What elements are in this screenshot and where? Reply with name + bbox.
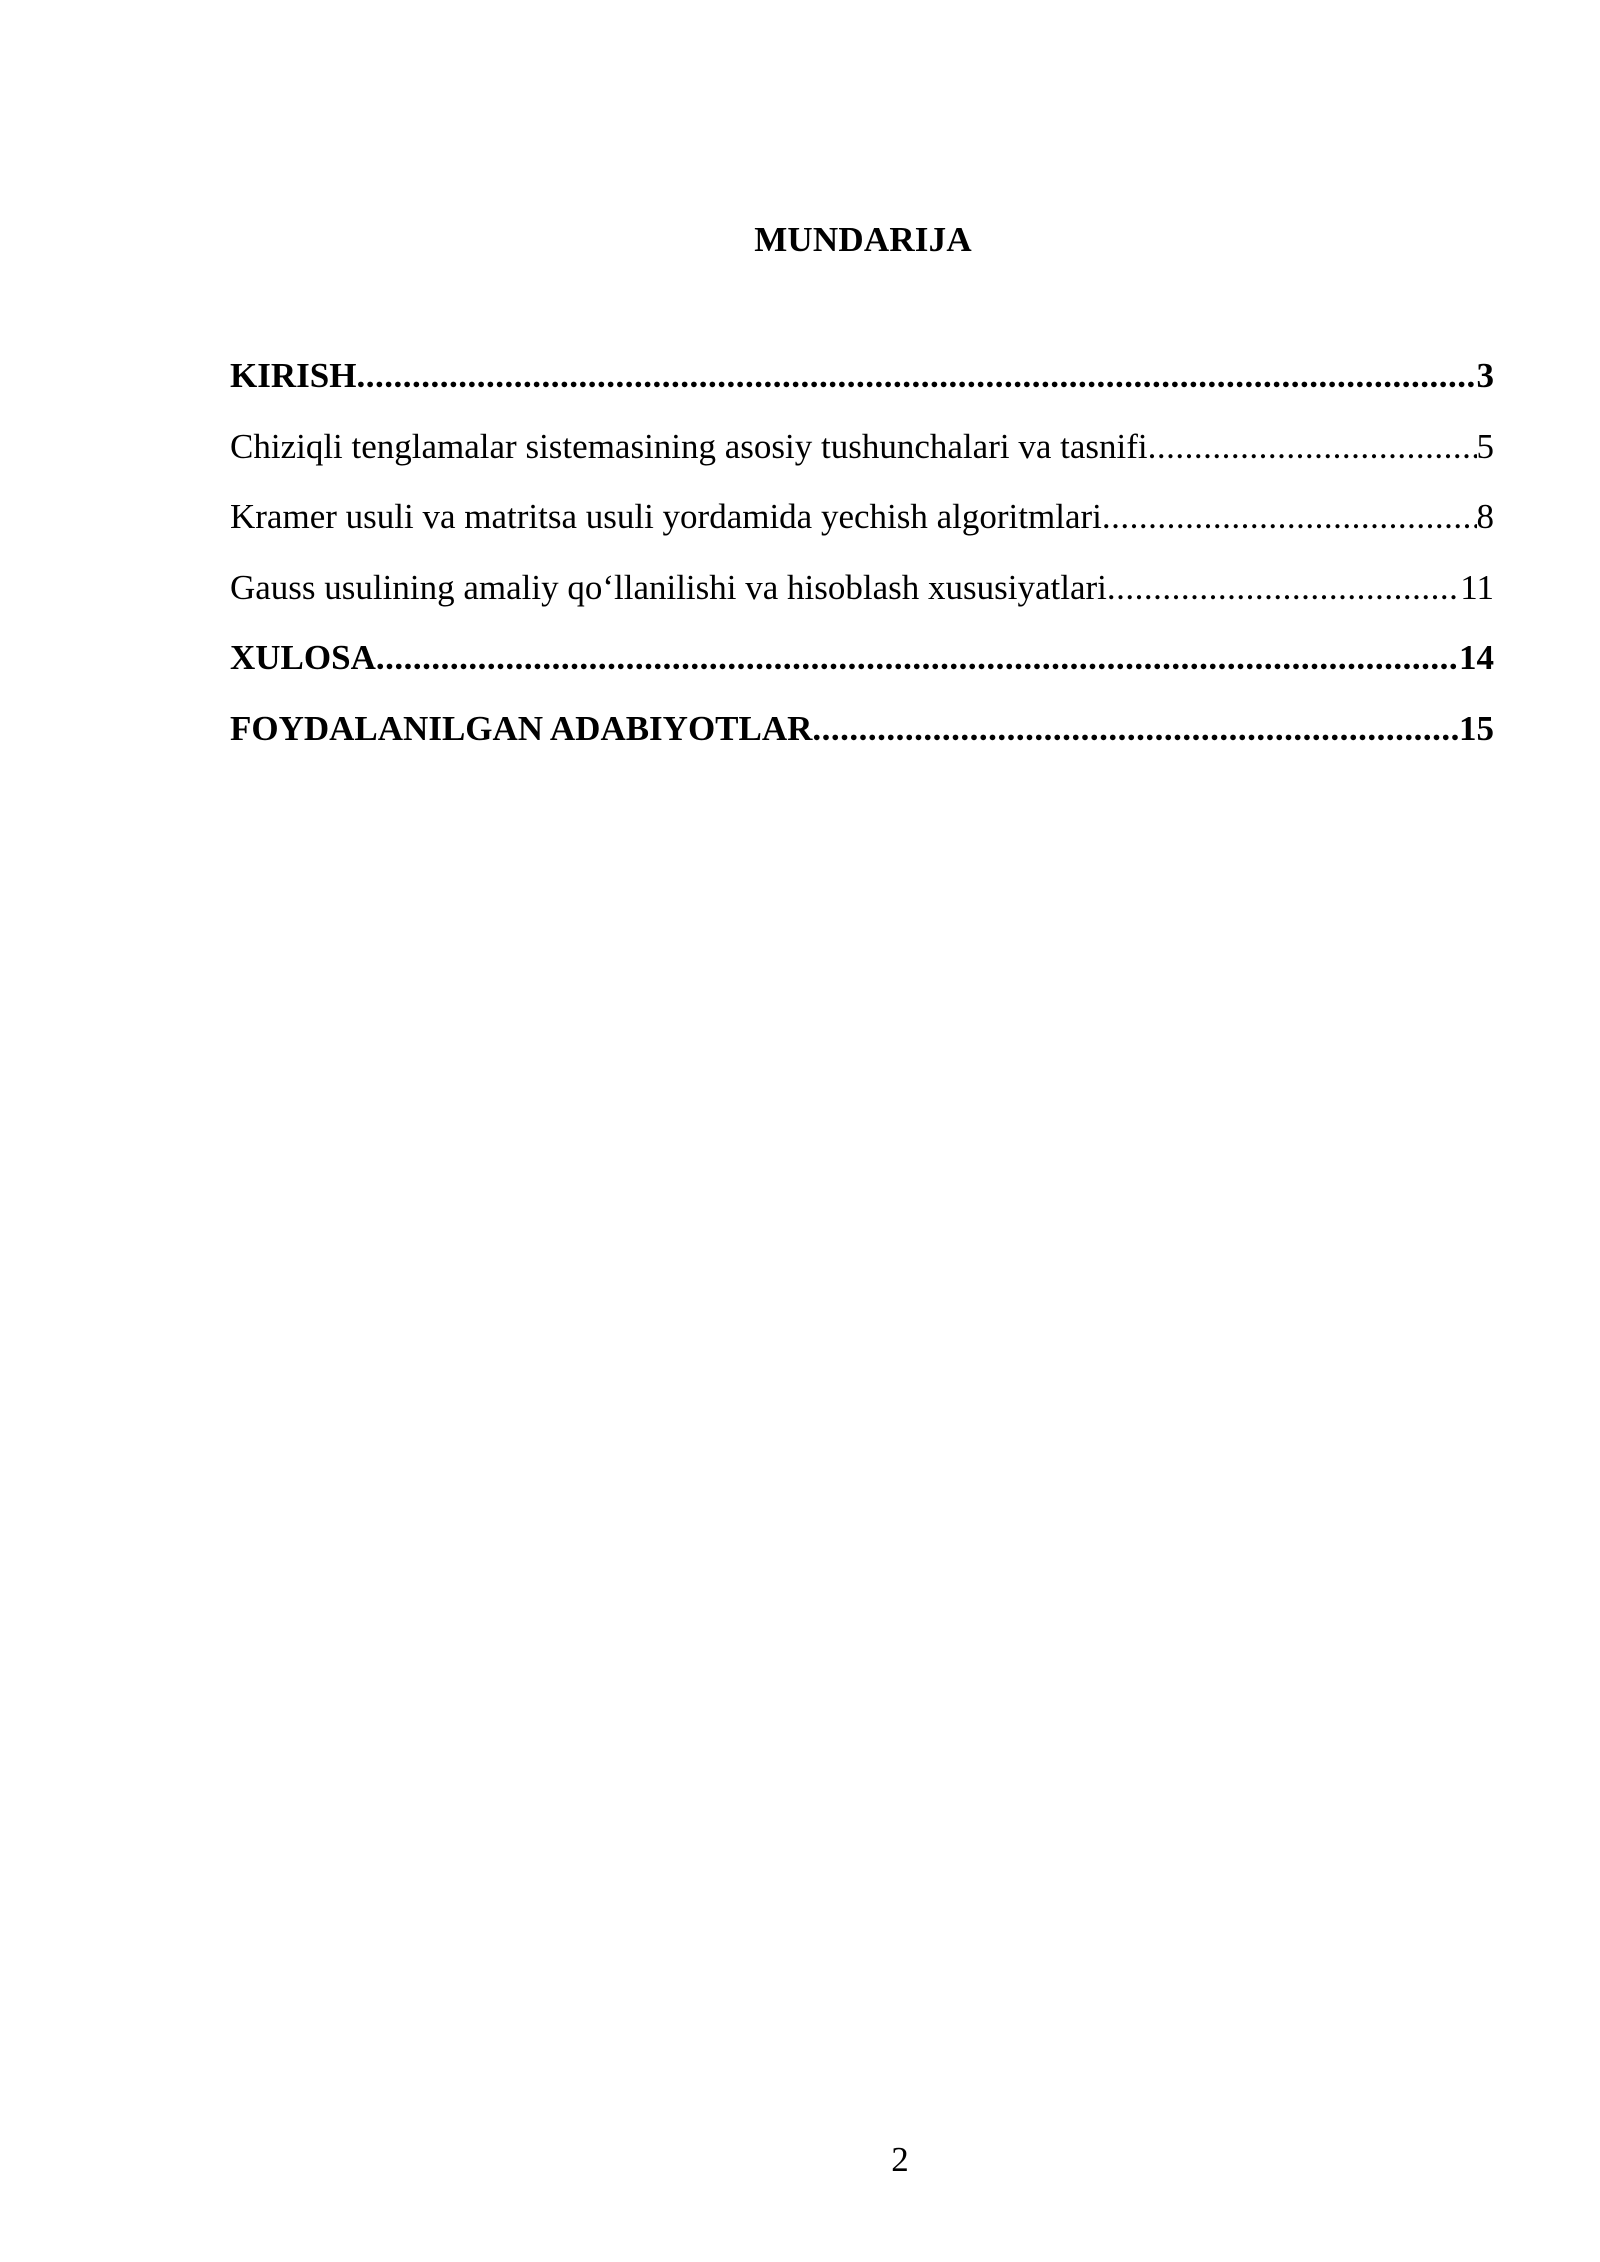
toc-entry-label: Gauss usulining amaliy qo‘llanilishi va hisoblash xususiyatlari bbox=[230, 567, 1107, 607]
toc-entry-kramer-usuli[interactable] bbox=[230, 495, 1494, 566]
toc-entry-page: 14 bbox=[1459, 638, 1494, 677]
toc-entry-label: Chiziqli tenglamalar sistemasining asosiy tushunchalari va tasnifi bbox=[230, 426, 1148, 466]
toc-dot-leader bbox=[1148, 425, 1477, 469]
table-of-contents bbox=[230, 354, 1494, 777]
toc-entry-label: KIRISH bbox=[230, 356, 357, 395]
toc-dot-leader bbox=[812, 707, 1459, 751]
toc-dot-leader bbox=[356, 354, 1476, 398]
toc-entry-kirish[interactable] bbox=[230, 354, 1494, 425]
toc-entry-label: XULOSA bbox=[230, 638, 376, 677]
toc-entry-label: Kramer usuli va matritsa usuli yordamida yechish algoritmlari bbox=[230, 497, 1102, 536]
toc-entry-gauss-usuli[interactable] bbox=[230, 566, 1494, 637]
toc-entry-label: FOYDALANILGAN ADABIYOTLAR bbox=[230, 708, 813, 748]
toc-entry-page: 11 bbox=[1460, 567, 1494, 607]
toc-dot-leader bbox=[1102, 495, 1477, 539]
toc-dot-leader bbox=[376, 636, 1459, 680]
page-number: 2 bbox=[891, 2140, 909, 2179]
toc-entry-page: 3 bbox=[1476, 356, 1494, 395]
toc-entry-foydalanilgan-adabiyotlar[interactable] bbox=[230, 707, 1494, 778]
toc-entry-page: 5 bbox=[1476, 426, 1494, 466]
page-title: MUNDARIJA bbox=[754, 220, 972, 259]
toc-entry-page: 15 bbox=[1459, 708, 1494, 748]
toc-entry-chiziqli-tenglamalar[interactable] bbox=[230, 425, 1494, 496]
toc-dot-leader bbox=[1107, 566, 1460, 610]
toc-entry-xulosa[interactable] bbox=[230, 636, 1494, 707]
toc-entry-page: 8 bbox=[1476, 497, 1494, 536]
